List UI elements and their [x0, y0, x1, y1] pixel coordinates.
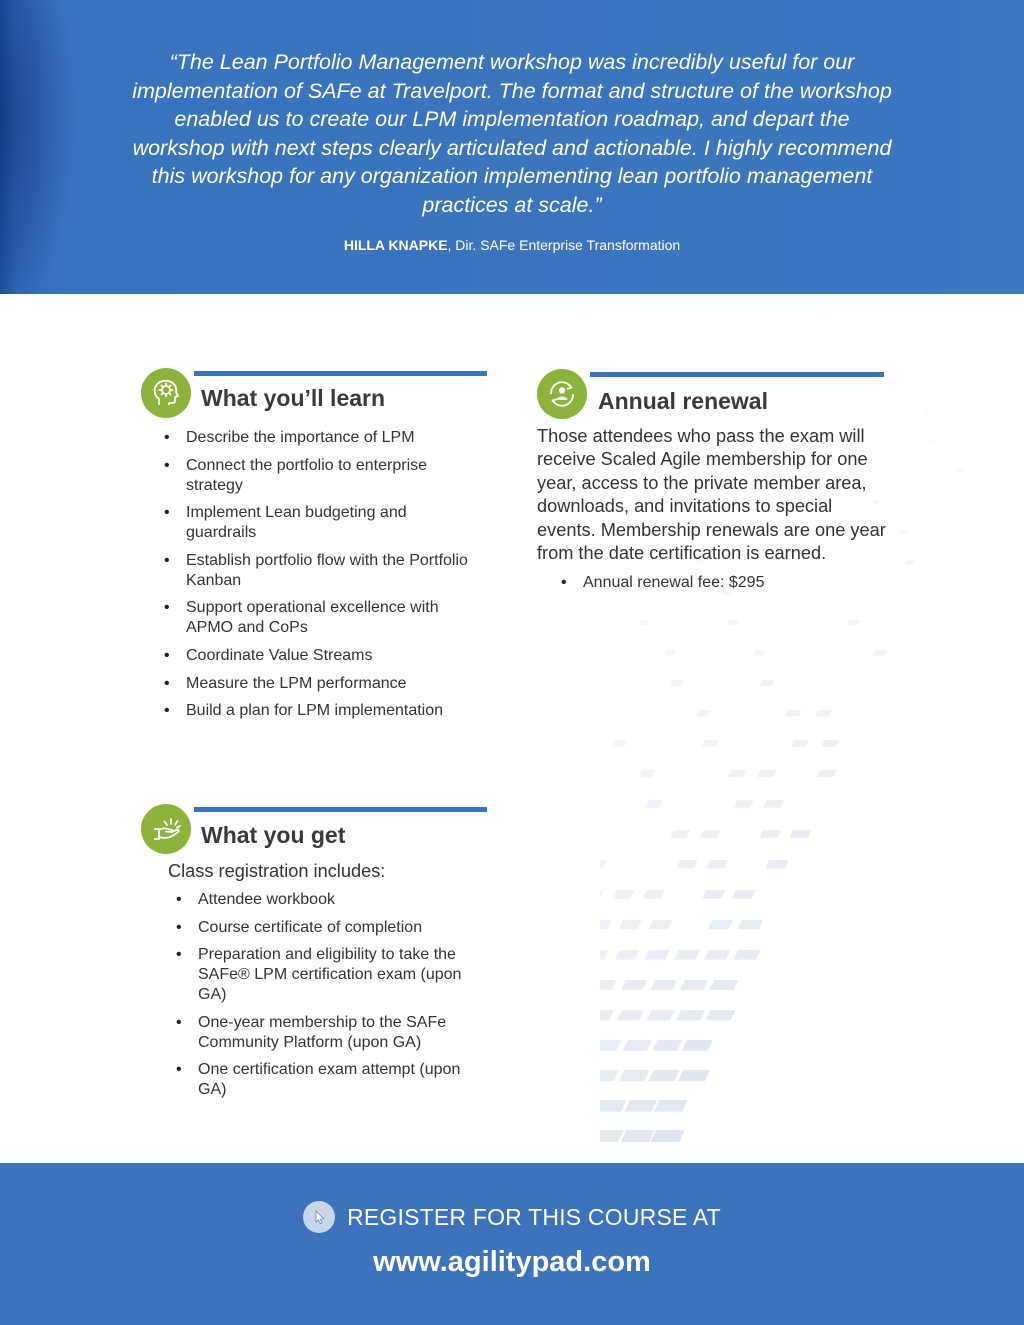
- register-row: [0, 1201, 1024, 1233]
- learn-list-item: • Describe the importance of LPM: [164, 428, 474, 448]
- testimonial-author-name: HILLA KNAPKE: [343, 237, 448, 253]
- get-list-item: • Preparation and eligibility to take the SAFe® LPM certification exam (upon GA): [176, 945, 468, 1005]
- learn-list-item: • Support operational excellence with APMO and CoPs: [164, 598, 474, 638]
- renewal-list: [561, 573, 861, 601]
- get-section: [140, 804, 490, 1124]
- get-rule: [194, 807, 487, 812]
- learn-list-item: • Connect the portfolio to enterprise strategy: [164, 456, 474, 496]
- register-url-link[interactable]: www.agilitypad.com: [373, 1246, 651, 1278]
- head-gear-icon: [141, 368, 191, 418]
- renewal-list-item: • Annual renewal fee: $295: [561, 573, 861, 593]
- renewal-body: Those attendees who pass the exam will receive Scaled Agile membership for one year, access to the private member area, downloads, and invitations to special events. Membership renewals are one year from the date certification is earned.: [537, 426, 886, 564]
- learn-title: What you’ll learn: [201, 385, 386, 411]
- learn-section: [140, 368, 490, 738]
- get-list-item: • Course certificate of completion: [176, 918, 468, 938]
- renewal-title: Annual renewal: [598, 388, 768, 414]
- get-list: [176, 890, 468, 1108]
- testimonial-banner: [0, 0, 1024, 294]
- renewal-rule: [590, 372, 884, 377]
- get-title: What you get: [201, 822, 346, 848]
- testimonial-author-title: , Dir. SAFe Enterprise Transformation: [447, 237, 681, 253]
- register-footer: [0, 1163, 1024, 1325]
- get-list-item: • One certification exam attempt (upon GA): [176, 1060, 468, 1100]
- renewal-person-icon: [537, 369, 587, 419]
- testimonial-attribution: [0, 237, 1024, 253]
- learn-list-item: • Establish portfolio flow with the Portfolio Kanban: [164, 551, 474, 591]
- get-list-item: • Attendee workbook: [176, 890, 468, 910]
- renewal-section: [536, 368, 886, 608]
- get-list-item: • One-year membership to the SAFe Community Platform (upon GA): [176, 1013, 468, 1053]
- cursor-click-icon: [303, 1201, 335, 1233]
- testimonial-quote: “The Lean Portfolio Management workshop was incredibly useful for our implementation of SAFe at Travelport. The format and structure of the workshop enabled us to create our LPM implementation roadmap, and depart the workshop with next steps clearly articulated and actionable. I highly recommend this workshop for any organization implementing lean portfolio management practices at scale.”: [132, 50, 892, 217]
- learn-list-item: • Coordinate Value Streams: [164, 646, 474, 666]
- learn-list-item: • Measure the LPM performance: [164, 674, 474, 694]
- learn-list: [164, 428, 474, 729]
- learn-rule: [194, 371, 487, 376]
- register-label: REGISTER FOR THIS COURSE AT: [347, 1203, 721, 1230]
- hand-sparkle-icon: [141, 804, 191, 854]
- learn-list-item: • Implement Lean budgeting and guardrails: [164, 503, 474, 543]
- get-intro: Class registration includes:: [168, 861, 386, 881]
- learn-list-item: • Build a plan for LPM implementation: [164, 701, 474, 721]
